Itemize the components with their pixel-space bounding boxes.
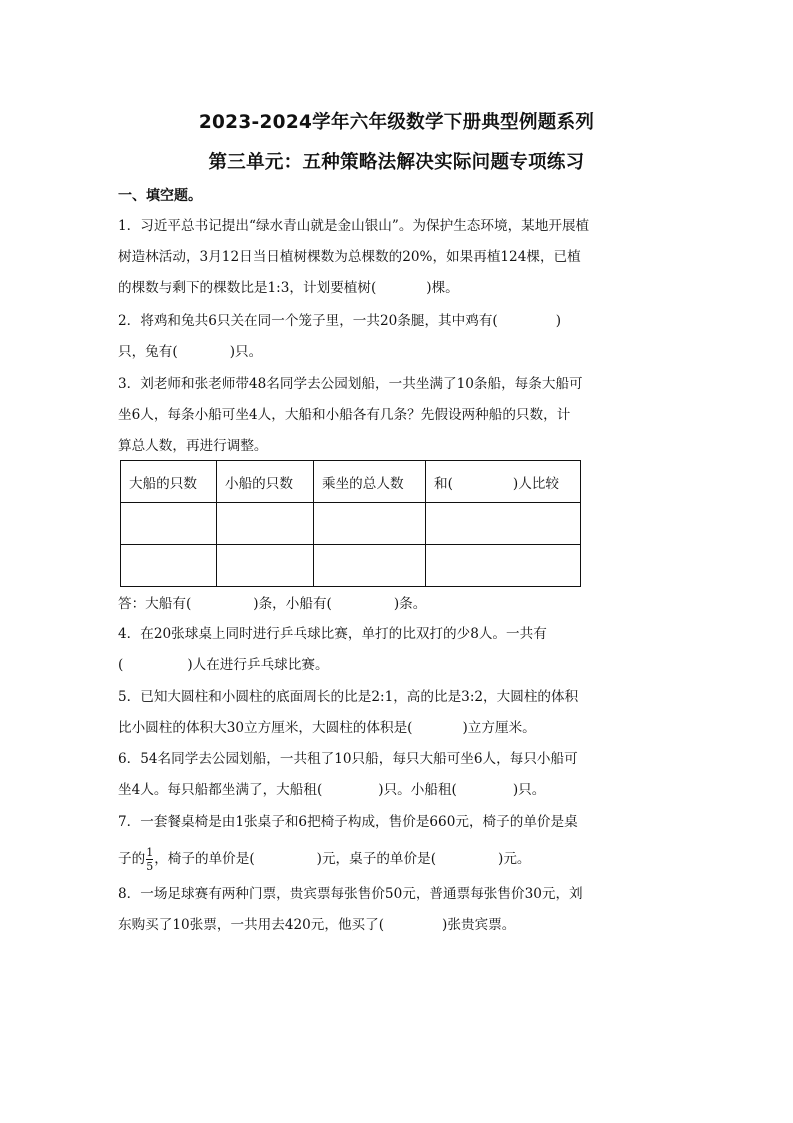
table-header-cell: 乘坐的总人数 <box>314 461 426 503</box>
q7-text-a: 子的 <box>118 851 146 867</box>
q7-text-d: )元。 <box>498 851 531 867</box>
q8-line-1: 8．一场足球赛有两种门票，贵宾票每张售价50元，普通票每张售价30元，刘 <box>118 886 583 902</box>
table-cell[interactable] <box>217 503 314 545</box>
q8-text-b: )张贵宾票。 <box>442 917 516 933</box>
q2-text-a: 2．将鸡和兔共6只关在同一个笼子里，一共20条腿，其中鸡有( <box>118 313 498 329</box>
table-header-cell: 大船的只数 <box>121 461 217 503</box>
q7-text-c: )元，桌子的单价是( <box>316 851 437 867</box>
q3-line-2: 坐6人，每条小船可坐4人，大船和小船各有几条？先假设两种船的只数，计 <box>118 407 571 423</box>
table-cell[interactable] <box>121 545 217 587</box>
fraction-one-fifth <box>146 847 153 872</box>
table-cell[interactable] <box>217 545 314 587</box>
q4-line-2 <box>118 655 678 675</box>
q2-text-d: )只。 <box>229 344 263 360</box>
table-header-cell: 小船的只数 <box>217 461 314 503</box>
section-heading: 一、填空题。 <box>118 188 202 204</box>
q5-line-2 <box>118 718 678 738</box>
fraction-numerator: 1 <box>146 846 154 859</box>
page-subtitle: 第三单元：五种策略法解决实际问题专项练习 <box>208 152 585 173</box>
q2-line-2 <box>118 342 678 362</box>
q1-text-b: )棵。 <box>426 280 459 296</box>
q3-line-1: 3．刘老师和张老师带48名同学去公园划船，一共坐满了10条船，每条大船可 <box>118 376 583 392</box>
q7-line-2 <box>118 847 678 872</box>
q8-text-a: 东购买了10张票，一共用去420元，他买了( <box>118 917 385 933</box>
table-header-row <box>121 461 581 503</box>
q3-answer-a: 答：大船有( <box>118 596 192 612</box>
table-header-cell <box>426 461 581 503</box>
q1-line-2: 树造林活动，3月12日当日植树棵数为总棵数的20%，如果再植124棵，已植 <box>118 249 581 265</box>
q6-line-2 <box>118 780 678 800</box>
q8-line-2 <box>118 915 678 935</box>
q1-text-a: 的棵数与剩下的棵数比是1:3，计划要植树( <box>118 280 377 296</box>
q5-text-a: 比小圆柱的体积大30立方厘米，大圆柱的体积是( <box>118 720 413 736</box>
q5-line-1: 5．已知大圆柱和小圆柱的底面周长的比是2:1，高的比是3:2，大圆柱的体积 <box>118 689 579 705</box>
q6-text-b: )只。小船租( <box>378 782 457 798</box>
q5-text-b: )立方厘米。 <box>462 720 536 736</box>
q6-text-a: 坐4人。每只船都坐满了，大船租( <box>118 782 323 798</box>
table-row <box>121 545 581 587</box>
table-cell[interactable] <box>426 545 581 587</box>
q7-text-b: ，椅子的单价是( <box>154 851 255 867</box>
q1-line-1: 1．习近平总书记提出“绿水青山就是金山银山”。为保护生态环境，某地开展植 <box>118 218 590 234</box>
q3-answer-b: )条，小船有( <box>253 596 332 612</box>
q3-table <box>120 460 581 587</box>
q4-line-1: 4．在20张球桌上同时进行乒乓球比赛，单打的比双打的少8人。一共有 <box>118 626 547 642</box>
compare-text-b: )人比较 <box>512 475 559 492</box>
table-cell[interactable] <box>121 503 217 545</box>
q3-answer-c: )条。 <box>393 596 427 612</box>
q1-line-3 <box>118 278 678 298</box>
q4-text-a: ( <box>118 657 124 673</box>
table-cell[interactable] <box>426 503 581 545</box>
q7-line-1: 7．一套餐桌椅是由1张桌子和6把椅子构成，售价是660元，椅子的单价是桌 <box>118 814 578 830</box>
q6-line-1: 6．54名同学去公园划船，一共租了10只船，每只大船可坐6人，每只小船可 <box>118 751 578 767</box>
q2-text-b: ) <box>555 313 562 329</box>
compare-text-a: 和( <box>434 475 453 492</box>
table-row <box>121 503 581 545</box>
q2-text-c: 只，兔有( <box>118 344 178 360</box>
q3-answer-line <box>118 594 678 614</box>
table-cell[interactable] <box>314 503 426 545</box>
q3-line-3: 算总人数，再进行调整。 <box>118 438 268 454</box>
table-cell[interactable] <box>314 545 426 587</box>
q6-text-c: )只。 <box>512 782 546 798</box>
page-title: 2023-2024学年六年级数学下册典型例题系列 <box>198 112 595 133</box>
q2-line-1 <box>118 311 678 331</box>
q4-text-b: )人在进行乒乓球比赛。 <box>187 657 329 673</box>
fraction-denominator: 5 <box>146 860 154 873</box>
